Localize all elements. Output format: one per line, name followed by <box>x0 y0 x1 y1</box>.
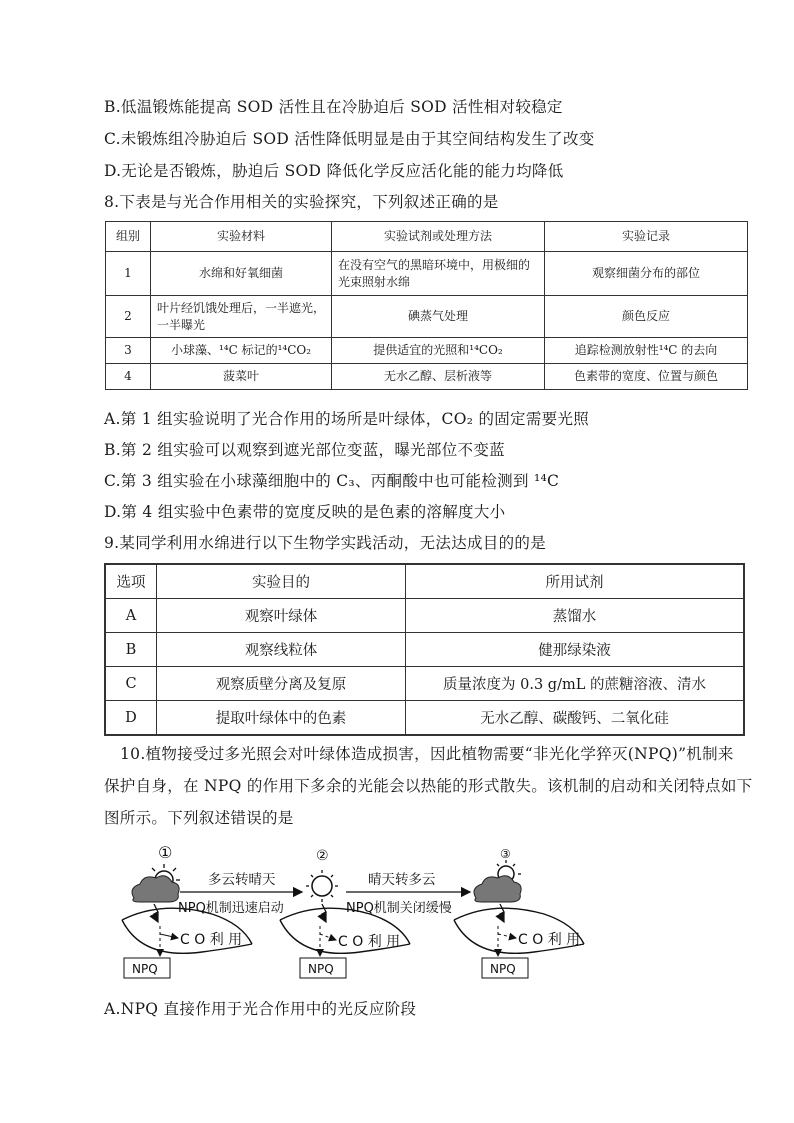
header-cell: 选项 <box>105 564 157 599</box>
arrow1-top-label: 多云转晴天 <box>208 872 276 888</box>
table-cell: 无水乙醇、碳酸钙、二氧化硅 <box>406 701 745 736</box>
table-cell: 碘蒸气处理 <box>332 296 545 338</box>
stage-2-label: ② <box>316 848 329 864</box>
question-10-stem-line2: 保护自身，在 NPQ 的作用下多余的光能会以热能的形式散失。该机制的启动和关闭特点如下 <box>104 777 753 795</box>
table-cell: 在没有空气的黑暗环境中，用极细的光束照射水绵 <box>332 252 545 296</box>
table-cell: 质量浓度为 0.3 g/mL 的蔗糖溶液、清水 <box>406 667 745 701</box>
table-cell: 颜色反应 <box>545 296 748 338</box>
co-label: C O 利 用 <box>180 932 243 948</box>
table-cell: 3 <box>106 338 151 364</box>
sun-icon <box>306 870 338 902</box>
header-cell: 实验记录 <box>545 222 748 252</box>
header-cell: 实验材料 <box>151 222 332 252</box>
question-10-stem-line1: 10.植物接受过多光照会对叶绿体造成损害，因此植物需要“非光化学猝灭(NPQ)”机制来 <box>120 745 734 763</box>
table-cell: 蒸馏水 <box>406 599 745 633</box>
question-8-table <box>105 221 748 390</box>
stage-1-label: ① <box>158 843 173 862</box>
header-cell: 所用试剂 <box>406 564 745 599</box>
table-cell: 水绵和好氧细菌 <box>151 252 332 296</box>
table-row <box>106 252 748 296</box>
co-label: C O 利 用 <box>338 934 401 950</box>
table-cell: D <box>105 701 157 736</box>
co-label: C O 利 用 <box>518 932 581 948</box>
table-header-row <box>106 222 748 252</box>
table-cell: 菠菜叶 <box>151 364 332 390</box>
table-cell: 叶片经饥饿处理后，一半遮光，一半曝光 <box>151 296 332 338</box>
arrow2-bottom-label: NPQ机制关闭缓慢 <box>346 901 452 916</box>
cloud-icon <box>132 876 179 902</box>
table-row <box>106 338 748 364</box>
table-row <box>105 667 744 701</box>
arrow1-bottom-label: NPQ机制迅速启动 <box>178 901 284 916</box>
table-cell: 观察细菌分布的部位 <box>545 252 748 296</box>
npq-label: NPQ <box>308 962 334 976</box>
header-cell: 组别 <box>106 222 151 252</box>
question-9-stem: 9.某同学利用水绵进行以下生物学实践活动，无法达成目的的是 <box>104 534 546 552</box>
cloud-icon <box>474 876 521 902</box>
option-7c: C.未锻炼组冷胁迫后 SOD 活性降低明显是由于其空间结构发生了改变 <box>104 130 595 148</box>
stage-3-label: ③ <box>500 847 511 861</box>
table-row <box>106 364 748 390</box>
lightning-arrow <box>154 904 158 922</box>
table-cell: 观察质壁分离及复原 <box>157 667 406 701</box>
table-cell: 观察线粒体 <box>157 633 406 667</box>
table-row <box>105 599 744 633</box>
stage-3 <box>454 847 584 978</box>
question-10-stem-line3: 图所示。下列叙述错误的是 <box>104 809 294 827</box>
table-cell: 1 <box>106 252 151 296</box>
question-8-stem: 8.下表是与光合作用相关的实验探究，下列叙述正确的是 <box>104 193 499 211</box>
option-8a: A.第 1 组实验说明了光合作用的场所是叶绿体，CO₂ 的固定需要光照 <box>104 410 590 428</box>
header-cell: 实验目的 <box>157 564 406 599</box>
co-arrow <box>160 934 178 938</box>
question-9-table <box>104 563 745 736</box>
table-cell: 观察叶绿体 <box>157 599 406 633</box>
table-cell: 提供适宜的光照和¹⁴CO₂ <box>332 338 545 364</box>
table-cell: 4 <box>106 364 151 390</box>
table-cell: 2 <box>106 296 151 338</box>
option-7d: D.无论是否锻炼，胁迫后 SOD 降低化学反应活化能的能力均降低 <box>104 162 564 180</box>
option-8b: B.第 2 组实验可以观察到遮光部位变蓝，曝光部位不变蓝 <box>104 441 505 459</box>
option-8d: D.第 4 组实验中色素带的宽度反映的是色素的溶解度大小 <box>104 503 506 521</box>
table-cell: 追踪检测放射性¹⁴C 的去向 <box>545 338 748 364</box>
npq-label: NPQ <box>132 962 158 976</box>
table-cell: C <box>105 667 157 701</box>
table-row <box>105 701 744 736</box>
arrow2-top-label: 晴天转多云 <box>368 872 436 888</box>
option-7b: B.低温锻炼能提高 SOD 活性且在冷胁迫后 SOD 活性相对较稳定 <box>104 98 563 116</box>
transition-arrow-2 <box>346 872 470 916</box>
table-header-row <box>105 564 744 599</box>
table-cell: A <box>105 599 157 633</box>
transition-arrow-1 <box>178 872 302 916</box>
table-cell: B <box>105 633 157 667</box>
lightning-arrow <box>322 904 326 922</box>
table-row <box>105 633 744 667</box>
table-cell: 色素带的宽度、位置与颜色 <box>545 364 748 390</box>
lightning-arrow <box>500 904 504 922</box>
option-10a: A.NPQ 直接作用于光合作用中的光反应阶段 <box>104 1000 417 1018</box>
table-cell: 提取叶绿体中的色素 <box>157 701 406 736</box>
npq-label: NPQ <box>490 962 516 976</box>
table-row <box>106 296 748 338</box>
npq-diagram <box>120 838 600 988</box>
co-arrow <box>498 934 516 938</box>
table-cell: 健那绿染液 <box>406 633 745 667</box>
header-cell: 实验试剂或处理方法 <box>332 222 545 252</box>
co-arrow <box>320 934 336 940</box>
table-cell: 小球藻、¹⁴C 标记的¹⁴CO₂ <box>151 338 332 364</box>
table-cell: 无水乙醇、层析液等 <box>332 364 545 390</box>
option-8c: C.第 3 组实验在小球藻细胞中的 C₃、丙酮酸中也可能检测到 ¹⁴C <box>104 472 560 490</box>
